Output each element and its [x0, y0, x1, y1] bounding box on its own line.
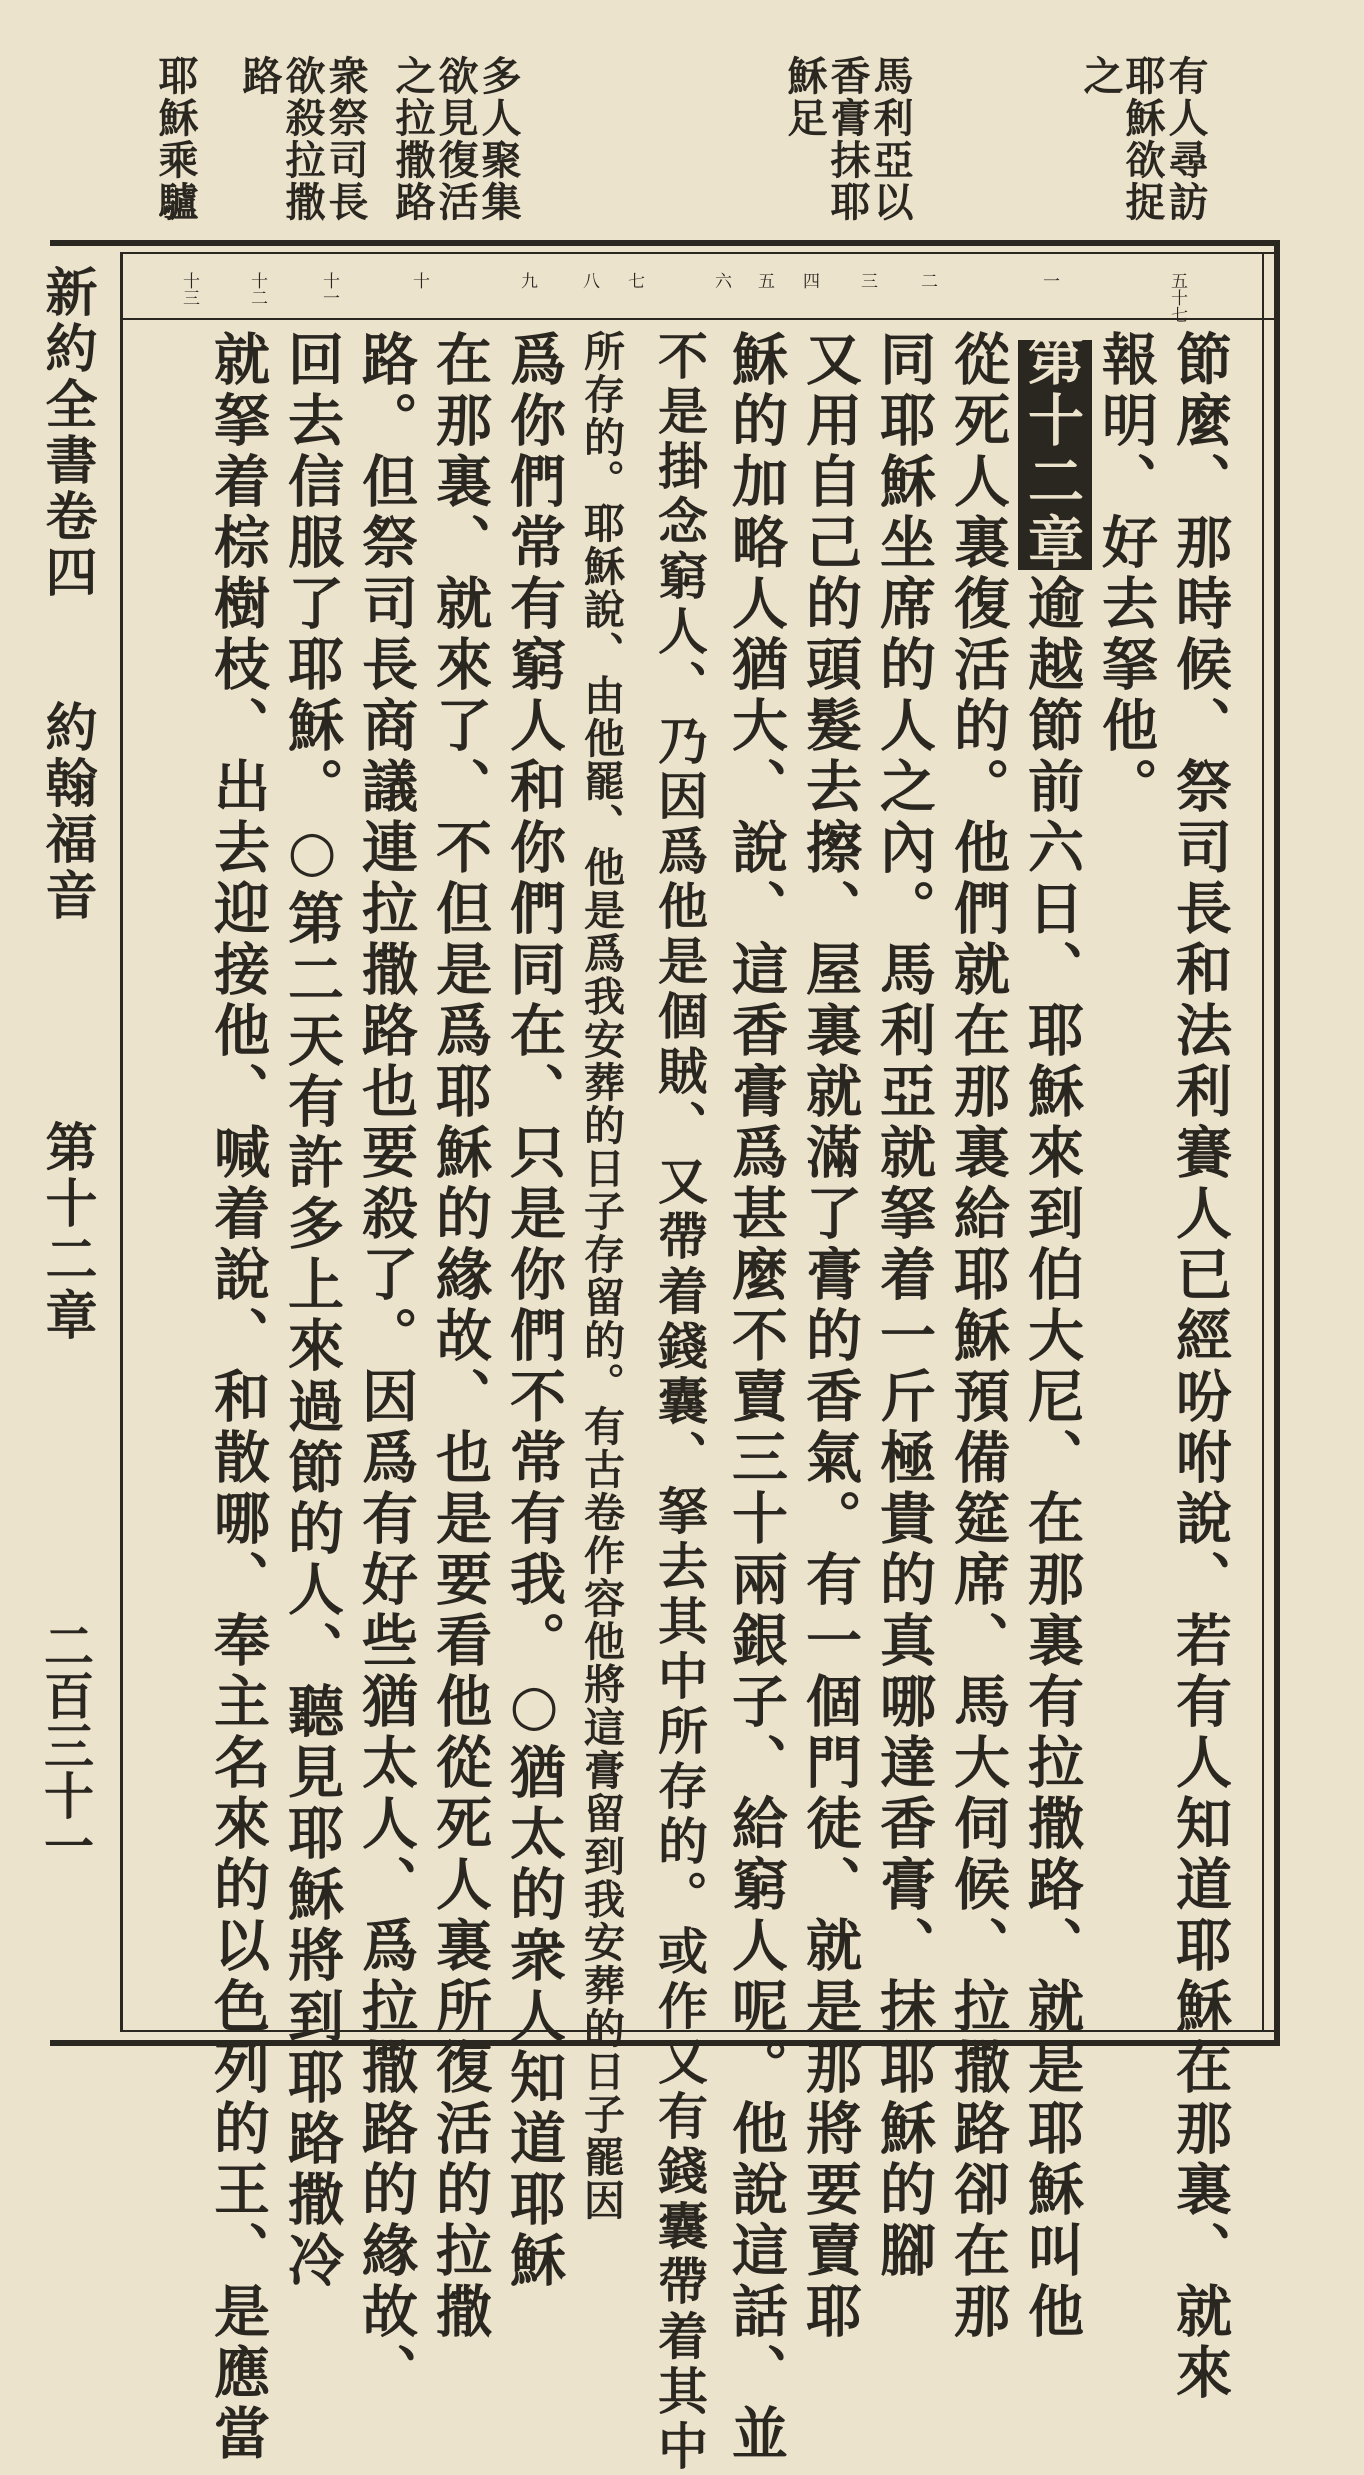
header-note: 耶穌乘驢 — [152, 55, 199, 223]
verse-number: 十 — [409, 272, 429, 289]
verse-number: 六 — [711, 272, 731, 289]
header-note: 之 — [1077, 55, 1124, 97]
chapter-text: 逾越節前六日、耶穌來到伯大尼、在那裏有拉撒路、就是耶穌叫他 — [1019, 574, 1085, 2343]
header-note: 衆祭司長 — [322, 55, 369, 223]
text-column: 爲你們常有窮人和你們同在、只是你們不常有我。○猶太的衆人知道耶穌 — [501, 330, 567, 2292]
text-column: 又用自己的頭髮去擦、屋裏就滿了膏的香氣。有一個門徒、就是那將要賣耶 — [797, 330, 863, 2343]
running-header-gospel: 約翰福音 — [36, 700, 97, 924]
verse-number: 一 — [1039, 272, 1059, 289]
verse-number: 九 — [517, 272, 537, 289]
right-border — [1274, 240, 1280, 2046]
verse-number: 五 — [754, 272, 774, 289]
header-note: 耶穌欲捉 — [1119, 55, 1166, 223]
header-note: 穌足 — [781, 55, 828, 139]
header-note: 多人聚集 — [475, 55, 522, 223]
verse-number: 十三 — [179, 272, 199, 306]
text-column: 路。但祭司長商議連拉撒路也要殺了。因爲有好些猶太人、爲拉撒路的緣故、 — [353, 330, 419, 2404]
right-border-thin — [1262, 252, 1264, 2032]
verse-number: 八 — [579, 272, 599, 289]
text-column: 穌的加略人猶大、說、這香膏爲甚麼不賣三十兩銀子、給窮人呢。他說這話、並 — [723, 330, 789, 2465]
verse-number: 十一 — [319, 272, 339, 306]
verse-number: 五十七 — [1167, 272, 1187, 323]
header-note: 欲殺拉撒 — [279, 55, 326, 223]
header-note: 香膏抹耶 — [824, 55, 871, 223]
header-note: 有人尋訪 — [1162, 55, 1209, 223]
number-strip-rule — [120, 318, 1280, 320]
text-column: 報明、好去拏他。 — [1093, 330, 1159, 818]
gutter-border — [120, 252, 123, 2032]
text-column: 在那裏、就來了、不但是爲耶穌的緣故、也是要看他從死人裏所復活的拉撒 — [427, 330, 493, 2343]
text-column: 節麼、那時候、祭司長和法利賽人已經吩咐說、若有人知道耶穌在那裏、就來 — [1167, 330, 1233, 2404]
running-header-book: 新約全書卷四 — [36, 265, 97, 601]
verse-number: 七 — [624, 272, 644, 289]
header-note: 欲見復活 — [432, 55, 479, 223]
text-column: 就拏着棕樹枝、出去迎接他、喊着說、和散哪、奉主名來的以色列的王、是應當 — [205, 330, 271, 2465]
verse-number: 三 — [857, 272, 877, 289]
text-column-chapter-start — [1019, 330, 1085, 2343]
verse-number: 四 — [799, 272, 819, 289]
text-column: 從死人裏復活的。他們就在那裏給耶穌預備筵席、馬大伺候、拉撒路卻在那 — [945, 330, 1011, 2343]
top-rule-thin — [120, 252, 1280, 254]
header-note: 之拉撒路 — [389, 55, 436, 223]
page-number: 二百三十一 — [36, 1620, 95, 1870]
running-header-chapter: 第十二章 — [36, 1120, 97, 1344]
text-column: 回去信服了耶穌。○第二天有許多上來過節的人、聽見耶穌將到耶路撒冷 — [279, 330, 345, 2292]
text-column: 所存的。耶穌說、由他罷、他是爲我安葬的日子存留的。有古卷作容他將這膏留到我安葬的日子罷因 — [577, 330, 625, 2222]
header-note: 馬利亞以 — [867, 55, 914, 223]
text-column: 不是掛念窮人、乃因爲他是個賊、又帶着錢囊、拏去其中所存的。或作又有錢囊帶着其中 — [650, 330, 709, 2475]
verse-number: 二 — [917, 272, 937, 289]
text-column: 同耶穌坐席的人之內。馬利亞就拏着一斤極貴的真哪達香膏、抹耶穌的腳 — [871, 330, 937, 2282]
verse-number: 十二 — [247, 272, 267, 306]
chapter-heading: 第十二章 — [1019, 330, 1085, 574]
top-rule — [50, 240, 1280, 246]
header-note: 路 — [236, 55, 283, 97]
